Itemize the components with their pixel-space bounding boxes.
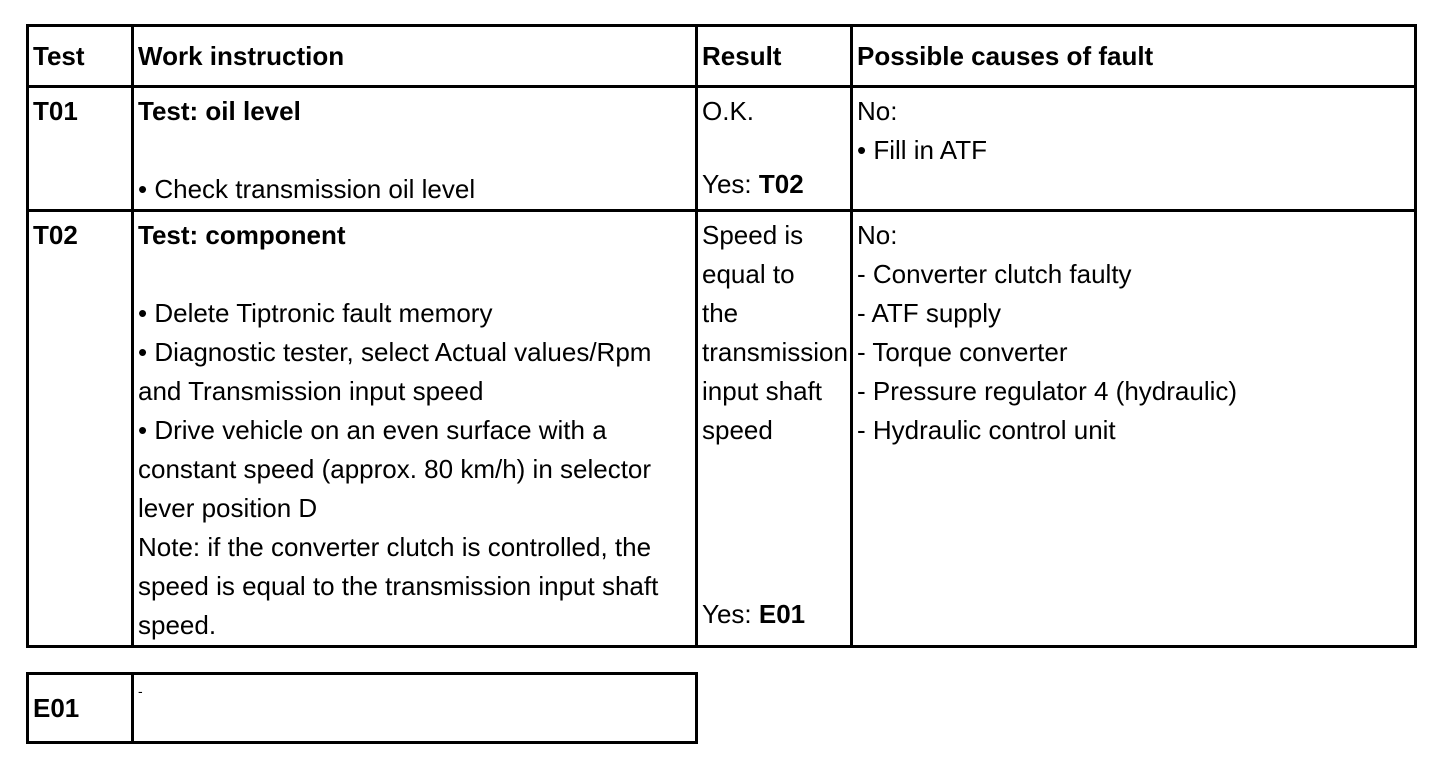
instruction-note: Note: if the converter clutch is controlled, the [138, 532, 652, 562]
test-title: Test: oil level [138, 96, 301, 126]
causes-heading: No: [857, 96, 898, 126]
cause-item: • Fill in ATF [857, 135, 987, 165]
result-text: speed [702, 415, 773, 445]
diagnostic-table [26, 24, 1417, 648]
result-yes-label: Yes: [702, 169, 759, 199]
end-text: - [133, 674, 697, 743]
result-yes-label: Yes: [702, 599, 759, 629]
test-code: T01 [28, 87, 133, 211]
work-instruction-cell [133, 211, 697, 647]
instruction-step: • Delete Tiptronic fault memory [138, 298, 493, 328]
cause-item: - Converter clutch faulty [857, 259, 1132, 289]
test-title: Test: component [138, 220, 346, 250]
work-instruction-cell [133, 87, 697, 211]
table-row [28, 211, 1416, 647]
end-row [28, 674, 697, 743]
test-code: T02 [28, 211, 133, 647]
header-result: Result [697, 26, 852, 87]
cause-item: - Torque converter [857, 337, 1068, 367]
header-possible-causes: Possible causes of fault [852, 26, 1416, 87]
cause-item: - Pressure regulator 4 (hydraulic) [857, 376, 1238, 406]
cause-item: - Hydraulic control unit [857, 415, 1116, 445]
table-row [28, 87, 1416, 211]
result-cell [697, 211, 852, 647]
result-yes-target: T02 [758, 169, 804, 199]
causes-cell [852, 211, 1416, 647]
instruction-step: • Check transmission oil level [138, 174, 476, 204]
causes-heading: No: [857, 220, 898, 250]
instruction-step: • Diagnostic tester, select Actual values/Rpm [138, 337, 652, 367]
result-text: the [702, 298, 739, 328]
header-work-instruction: Work instruction [133, 26, 697, 87]
result-yes-target: E01 [758, 599, 806, 629]
result-text: O.K. [702, 96, 755, 126]
end-code: E01 [28, 674, 133, 743]
instruction-step: lever position D [138, 493, 318, 523]
result-text: transmission [702, 337, 848, 367]
instruction-step: constant speed (approx. 80 km/h) in selector [138, 454, 652, 484]
instruction-step: • Drive vehicle on an even surface with a [138, 415, 607, 445]
result-text: equal to [702, 259, 795, 289]
result-text: input shaft [702, 376, 822, 406]
table-header-row [28, 26, 1416, 87]
instruction-step: and Transmission input speed [138, 376, 484, 406]
instruction-note: speed is equal to the transmission input shaft [138, 571, 659, 601]
header-test: Test [28, 26, 133, 87]
instruction-note: speed. [138, 610, 217, 640]
cause-item: - ATF supply [857, 298, 1002, 328]
result-yes [702, 595, 805, 634]
causes-cell [852, 87, 1416, 211]
end-result-table [26, 672, 698, 744]
result-text: Speed is [702, 220, 804, 250]
result-cell [697, 87, 852, 211]
result-yes [702, 165, 804, 204]
